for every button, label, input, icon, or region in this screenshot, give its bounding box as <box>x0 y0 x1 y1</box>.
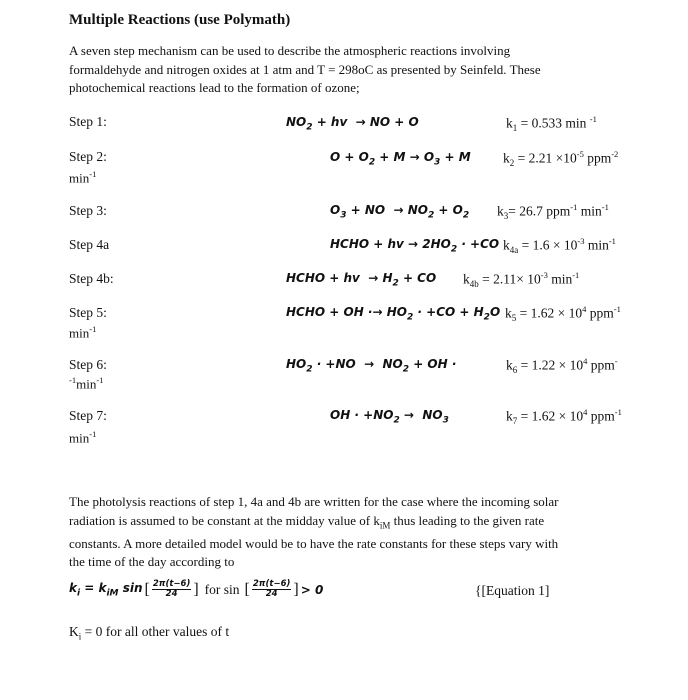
reaction-3: $O_3$ + NO → $NO_2 + O_2$ <box>330 203 470 221</box>
intro-line: formaldehyde and nitrogen oxides at 1 atm and T = 298oC as presented by Seinfeld. These <box>69 61 541 77</box>
rate-k4b: $k_{4b} = 2.11\times 10^{-3}$ $\min^{-1}$ <box>463 270 580 290</box>
step-7-cont: $\min^{-1}$ <box>69 429 97 446</box>
step-5-label: Step 5: <box>69 305 107 320</box>
otherwise-line: $K_i = 0$ for all other values of t <box>69 624 230 642</box>
step-7-label: Step 7: <box>69 408 107 423</box>
rate-k6: $k_6 = 1.22 \times 10^4$ ppm- <box>506 356 618 376</box>
step-4a-label: Step 4a <box>69 237 110 252</box>
intro-paragraph <box>69 42 629 98</box>
reaction-5: HCHO + OH ·→ $HO_2 \cdot +CO + H_2O$ <box>286 305 501 323</box>
step-5-cont: $\min^{-1}$ <box>69 324 97 341</box>
step-6-cont: $^{-1}\min^{-1}$ <box>69 375 104 392</box>
photolysis-line: The photolysis reactions of step 1, 4a and 4b are written for the case where the incoming solar <box>69 494 559 509</box>
reaction-2: $O + O_2 + M \to O_3 + M$ <box>330 150 471 168</box>
rate-k5: $k_5 = 1.62 \times 10^4$ ppm$^{-1}$ <box>505 304 621 324</box>
equation-reference: {[Equation 1] <box>475 583 550 598</box>
reaction-6: $HO_2 \cdot +NO \to NO_2$ + OH · <box>286 357 457 375</box>
formula-for-text: for sin <box>204 581 240 597</box>
reaction-4a: HCHO + hv → $2HO_2 \cdot +CO$ <box>330 237 500 255</box>
photolysis-line: the time of the day according to <box>69 554 235 570</box>
reaction-7: OH · $+NO_2 \to NO_3$ <box>330 408 449 426</box>
step-4b-label: Step 4b: <box>69 271 114 286</box>
rate-formula: $k_i = k_{iM}$ sin [ $\frac{2\pi(t-6)}{24}$ ] for sin [ $\frac{2\pi(t-6)}{24}$ ] > 0 <box>69 579 324 599</box>
intro-line: photochemical reactions lead to the formation of ozone; <box>69 80 360 95</box>
formula-fraction: $\frac{2\pi(t-6)}{24}$ <box>152 579 191 599</box>
rate-k3: $k_3= 26.7$ ppm$^{-1}$ $\min^{-1}$ <box>497 202 609 222</box>
step-1-label: Step 1: <box>69 114 107 129</box>
formula-lhs: $k_i = k_{iM}$ sin <box>69 580 143 599</box>
page-title: Multiple Reactions (use Polymath) <box>69 12 291 28</box>
photolysis-line: constants. A more detailed model would be to have the rate constants for these steps vary with <box>69 535 559 551</box>
intro-line: A seven step mechanism can be used to describe the atmospheric reactions involving <box>69 43 511 58</box>
photolysis-paragraph <box>69 493 629 572</box>
formula-gt: > 0 <box>300 582 324 597</box>
rate-k1: $k_1 = 0.533$ min $^{-1}$ <box>506 114 597 134</box>
rate-k7: $k_7 = 1.62 \times 10^4$ ppm$^{-1}$ <box>506 407 622 427</box>
formula-fraction-2: $\frac{2\pi(t-6)}{24}$ <box>252 579 291 599</box>
reaction-1: $NO_2$ + hv → NO + O <box>286 115 419 133</box>
step-3-label: Step 3: <box>69 203 107 218</box>
rate-k2: $k_2 = 2.21 \times 10^{-5}$ ppm$^{-2}$ <box>503 149 619 169</box>
step-2-label: Step 2: <box>69 149 107 164</box>
step-2-cont: $\min^{-1}$ <box>69 169 97 186</box>
reaction-4b: HCHO + hv → $H_2$ + CO <box>286 271 437 289</box>
photolysis-line: radiation is assumed to be constant at the midday value of $k_{iM}$ thus leading to the given rate <box>69 512 545 531</box>
step-6-label: Step 6: <box>69 357 107 372</box>
rate-k4a: $k_{4a} = 1.6 \times 10^{-3}$ $\min^{-1}$ <box>503 236 616 256</box>
